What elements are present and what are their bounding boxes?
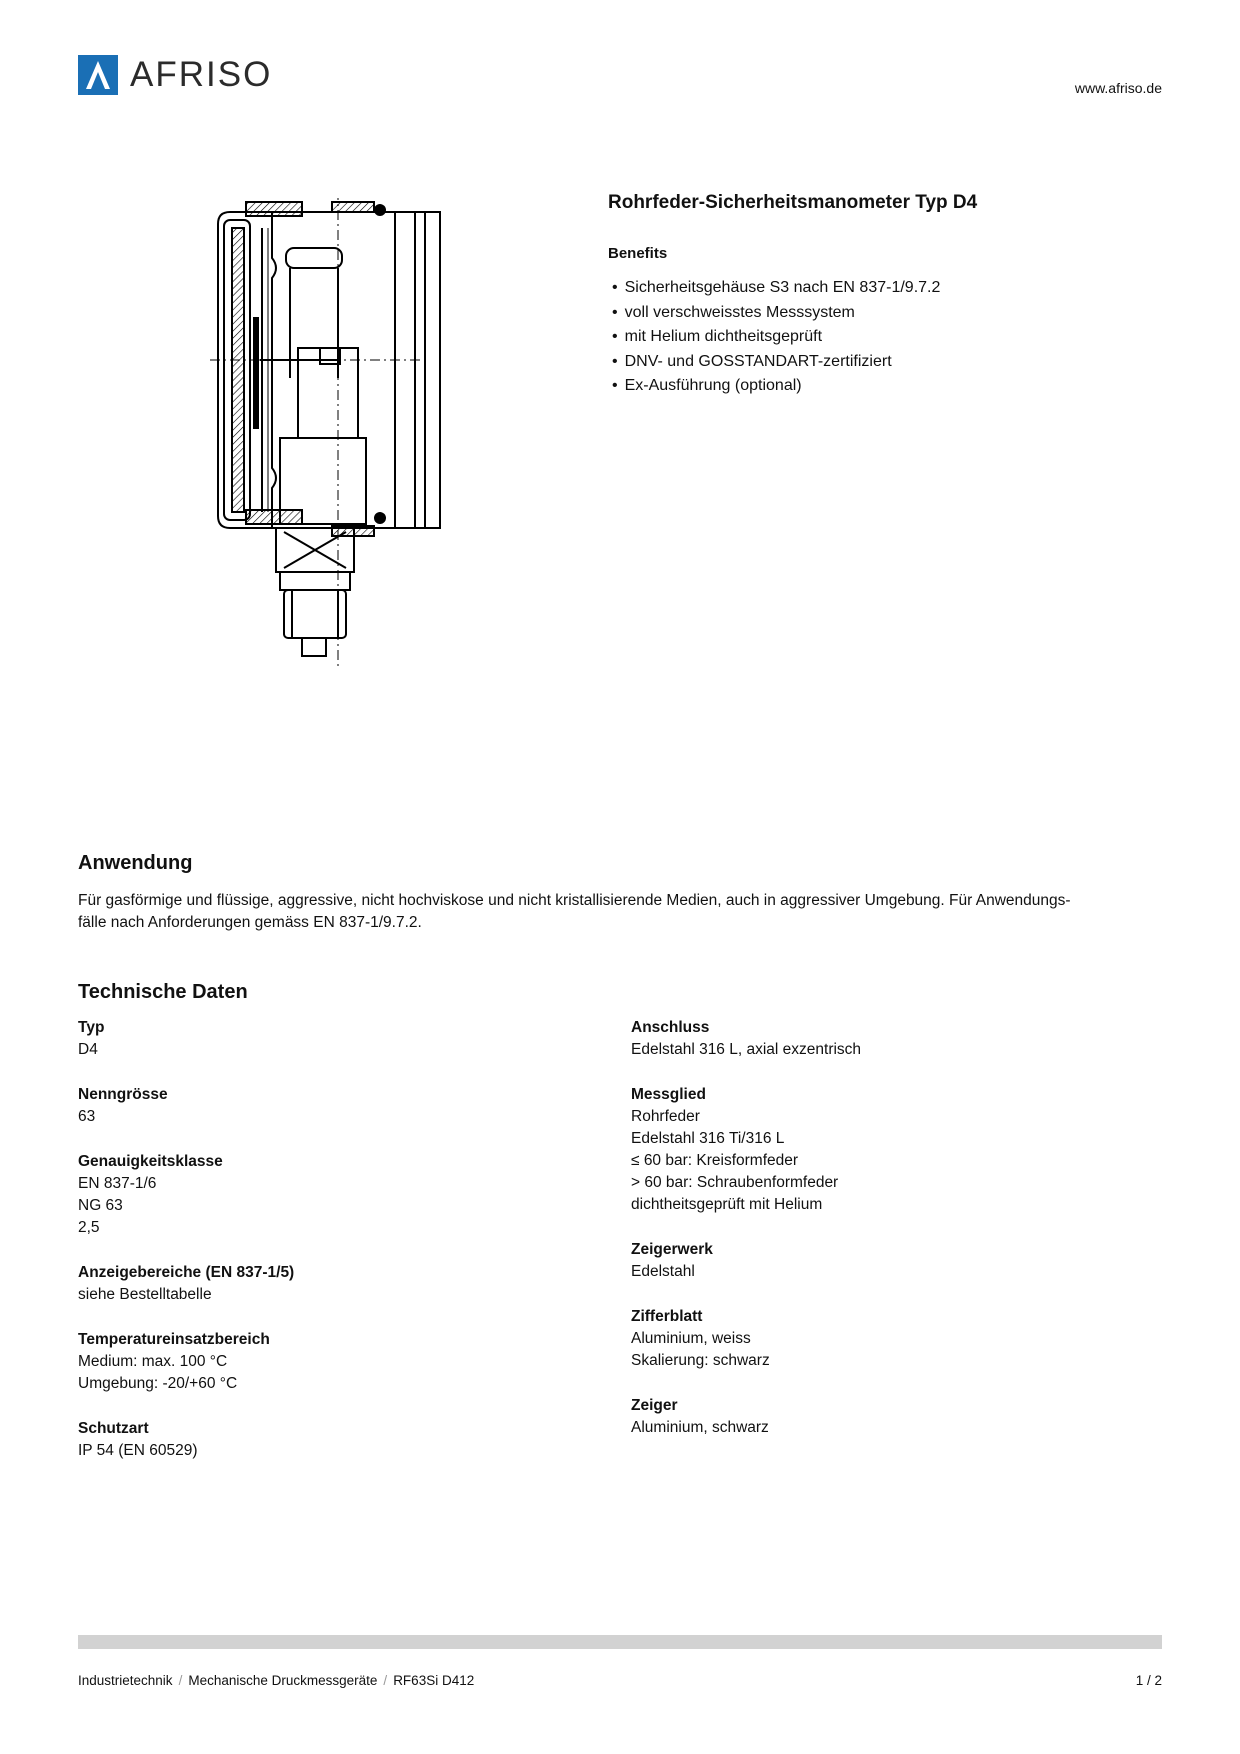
spec-value: 63 — [78, 1108, 96, 1125]
spec-schutzart — [78, 1418, 598, 1462]
technical-data-heading: Technische Daten — [78, 981, 248, 1003]
spec-label: Typ — [78, 1019, 105, 1036]
benefit-item: • DNV- und GOSSTANDART-zertifiziert — [612, 350, 940, 375]
spec-label: Zifferblatt — [631, 1308, 703, 1325]
tech-specs-right-column — [631, 1017, 1151, 1462]
benefit-item: • Ex-Ausführung (optional) — [612, 374, 940, 399]
spec-anschluss — [631, 1017, 1151, 1061]
breadcrumb-separator: / — [383, 1673, 388, 1688]
spec-value: Rohrfeder — [631, 1108, 700, 1125]
application-line: fälle nach Anforderungen gemäss EN 837-1/9.7.2. — [78, 914, 422, 931]
spec-label: Anschluss — [631, 1019, 710, 1036]
spec-value: > 60 bar: Schraubenformfeder — [631, 1174, 839, 1191]
spec-label: Temperatureinsatzbereich — [78, 1331, 270, 1348]
application-line: Für gasförmige und flüssige, aggressive, nicht hochviskose und nicht kristallisierende Medien, auch in aggressiver Umgebung. Für Anwendungs- — [78, 892, 1071, 909]
spec-temperatureinsatzbereich — [78, 1329, 598, 1395]
spec-label: Zeiger — [631, 1397, 678, 1414]
benefits-list — [612, 276, 940, 399]
spec-value: Edelstahl — [631, 1263, 695, 1280]
spec-value: Medium: max. 100 °C — [78, 1353, 228, 1370]
spec-messglied — [631, 1084, 1151, 1216]
benefits-heading: Benefits — [608, 245, 668, 262]
spec-typ — [78, 1017, 598, 1061]
benefit-item: • voll verschweisstes Messsystem — [612, 301, 940, 326]
spec-label: Messglied — [631, 1086, 706, 1103]
spec-value: 2,5 — [78, 1219, 100, 1236]
spec-value: dichtheitsgeprüft mit Helium — [631, 1196, 823, 1213]
spec-label: Nenngrösse — [78, 1086, 168, 1103]
website-link[interactable]: www.afriso.de — [1074, 80, 1162, 96]
spec-genauigkeitsklasse — [78, 1151, 598, 1239]
breadcrumb-item-industrietechnik[interactable]: Industrietechnik — [78, 1673, 173, 1688]
page-number: 1 / 2 — [1135, 1673, 1162, 1688]
breadcrumb-separator: / — [178, 1673, 183, 1688]
spec-value: Skalierung: schwarz — [631, 1352, 770, 1369]
breadcrumb-item-product-code: RF63Si D412 — [393, 1673, 475, 1688]
spec-label: Anzeigebereiche (EN 837-1/5) — [78, 1264, 295, 1281]
spec-label: Schutzart — [78, 1420, 149, 1437]
company-logo — [78, 54, 272, 96]
footer-divider-bar — [78, 1635, 1162, 1649]
spec-label: Zeigerwerk — [631, 1241, 713, 1258]
spec-anzeigebereiche — [78, 1262, 598, 1306]
spec-value: Edelstahl 316 L, axial exzentrisch — [631, 1041, 862, 1058]
spec-value: NG 63 — [78, 1197, 123, 1214]
spec-nenngroesse — [78, 1084, 598, 1128]
spec-value: EN 837-1/6 — [78, 1175, 157, 1192]
afriso-logo-icon — [78, 55, 118, 95]
application-text — [78, 890, 1162, 934]
spec-value: IP 54 (EN 60529) — [78, 1442, 198, 1459]
spec-zeiger — [631, 1395, 1151, 1439]
logo-wordmark: AFRISO — [130, 55, 273, 94]
spec-value: D4 — [78, 1041, 98, 1058]
spec-value: Umgebung: -20/+60 °C — [78, 1375, 238, 1392]
spec-label: Genauigkeitsklasse — [78, 1153, 223, 1170]
spec-value: ≤ 60 bar: Kreisformfeder — [631, 1152, 799, 1169]
spec-zifferblatt — [631, 1306, 1151, 1372]
spec-value: Aluminium, schwarz — [631, 1419, 769, 1436]
spec-zeigerwerk — [631, 1239, 1151, 1283]
breadcrumb-item-druckmessgeraete[interactable]: Mechanische Druckmessgeräte — [188, 1673, 378, 1688]
product-title: Rohrfeder-Sicherheitsmanometer Typ D4 — [608, 192, 978, 213]
tech-specs-left-column — [78, 1017, 598, 1485]
breadcrumb — [78, 1673, 474, 1688]
gauge-cross-section-drawing — [210, 198, 480, 758]
benefit-item: • Sicherheitsgehäuse S3 nach EN 837-1/9.7.2 — [612, 276, 940, 301]
application-heading: Anwendung — [78, 852, 193, 874]
benefit-item: • mit Helium dichtheitsgeprüft — [612, 325, 940, 350]
spec-value: Aluminium, weiss — [631, 1330, 751, 1347]
spec-value: siehe Bestelltabelle — [78, 1286, 212, 1303]
spec-value: Edelstahl 316 Ti/316 L — [631, 1130, 785, 1147]
